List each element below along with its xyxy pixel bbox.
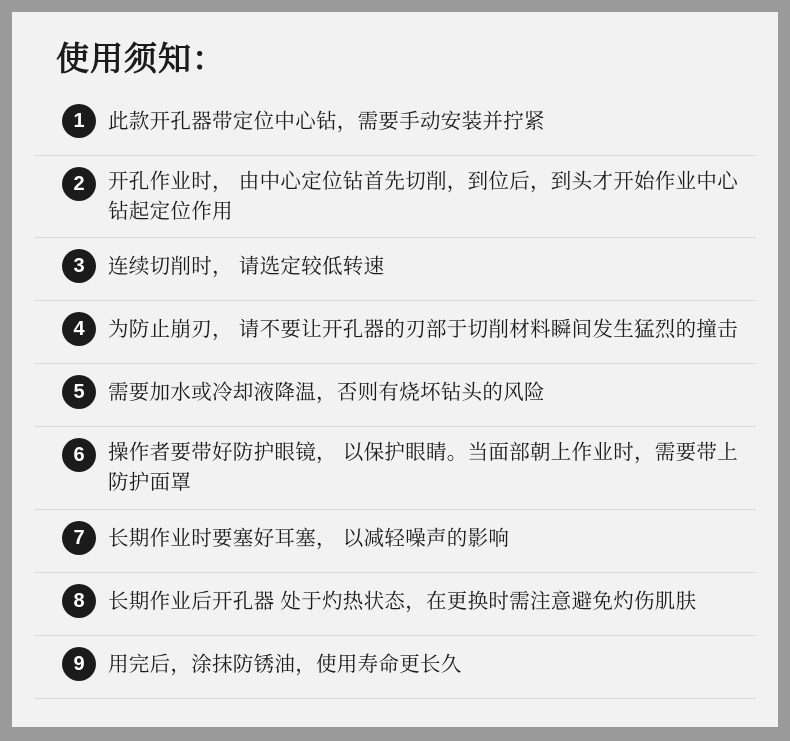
item-number-badge: 7	[62, 521, 96, 555]
list-item	[34, 93, 756, 156]
item-number-badge: 6	[62, 438, 96, 472]
list-item	[34, 510, 756, 573]
list-item	[34, 238, 756, 301]
item-number-badge: 9	[62, 647, 96, 681]
page-title: 使用须知：	[56, 40, 226, 77]
item-text: 长期作业后开孔器 处于灼热状态，在更换时需注意避免灼伤肌肤	[108, 589, 697, 613]
item-number-badge: 1	[62, 104, 96, 138]
list-item	[34, 636, 756, 699]
item-text: 开孔作业时， 由中心定位钻首先切削，到位后，到头才开始作业中心钻起定位作用	[108, 170, 738, 223]
item-text: 用完后，涂抹防锈油，使用寿命更长久	[108, 652, 462, 676]
item-number-badge: 8	[62, 584, 96, 618]
item-number-badge: 3	[62, 249, 96, 283]
list-item	[34, 573, 756, 636]
item-text: 此款开孔器带定位中心钻，需要手动安装并拧紧	[108, 110, 545, 133]
notice-card	[12, 12, 778, 727]
notice-list	[34, 93, 756, 699]
item-text: 连续切削时， 请选定较低转速	[108, 255, 385, 279]
item-number-badge: 2	[62, 167, 96, 201]
item-number-badge: 5	[62, 375, 96, 409]
list-item	[34, 301, 756, 364]
item-number-badge: 4	[62, 312, 96, 346]
list-item	[34, 364, 756, 427]
item-text: 需要加水或冷却液降温，否则有烧坏钻头的风险	[108, 381, 545, 405]
item-text: 操作者要带好防护眼镜， 以保护眼睛。当面部朝上作业时，需要带上防护面罩	[108, 441, 738, 495]
item-text: 为防止崩刃， 请不要让开孔器的刃部于切削材料瞬间发生猛烈的撞击	[108, 318, 738, 342]
list-item	[34, 427, 756, 509]
list-item	[34, 156, 756, 238]
item-text: 长期作业时要塞好耳塞， 以减轻噪声的影响	[108, 526, 510, 550]
